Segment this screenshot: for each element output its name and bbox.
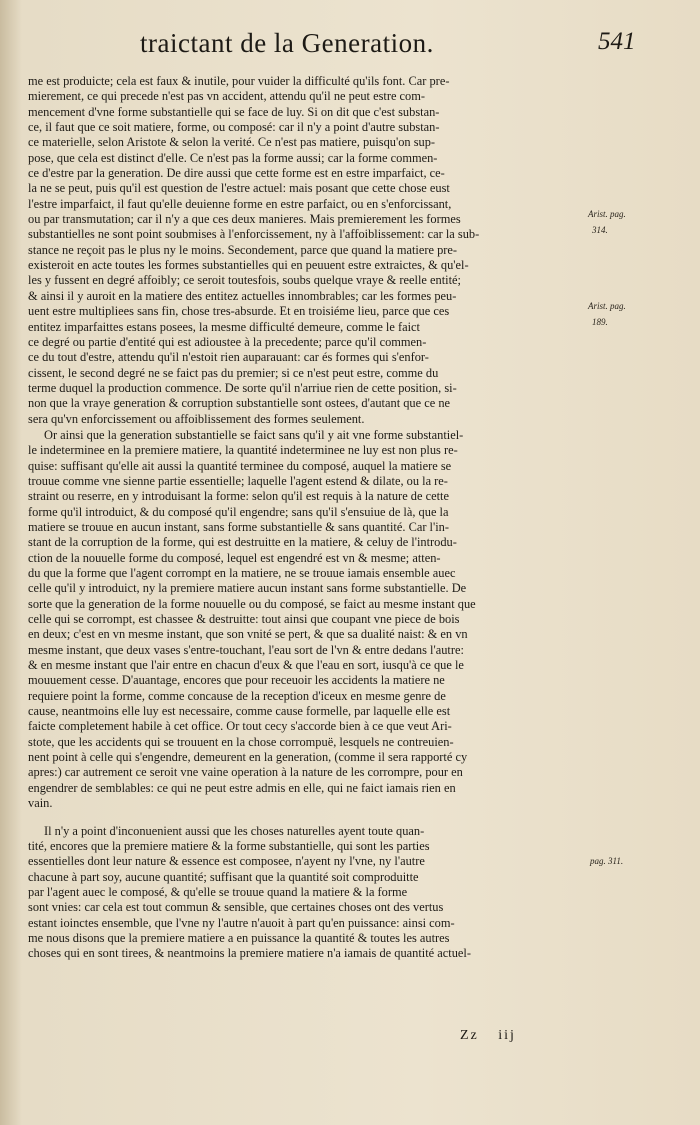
text-line: l'estre imparfaict, il faut qu'elle deuienne forme en estre parfaict, ou en s'enforcissant, <box>28 196 452 211</box>
margin-note-189: 189. <box>592 317 608 327</box>
text-line: choses qui en sont tirees, & neantmoins la premiere matiere n'a iamais de quantité actuel- <box>28 946 471 961</box>
text-line: stant de la corruption de la forme, qui est destruitte en la matiere, & celuy de l'introdu- <box>28 535 457 550</box>
text-line: les y fussent en degré affoibly; ce seroit toutesfois, soubs quelque vraye & reelle entité; <box>28 273 461 288</box>
text-line: nent point à celle qui s'engendre, demeurent en la generation, (comme il sera rapporté cy <box>28 750 468 765</box>
text-line: vain. <box>28 796 53 811</box>
text-line: ce d'estre par la generation. De dire aussi que cette forme est en estre imparfaict, ce- <box>28 166 445 181</box>
text-line: ce, il faut que ce soit matiere, forme, ou composé: car il n'y a point d'autre substan- <box>28 120 440 135</box>
paragraph <box>28 824 574 962</box>
margin-note-arist-1: Arist. pag. <box>588 209 626 219</box>
text-line: non que la vraye generation & corruption substantielle sont ostees, d'autant que ce ne <box>28 396 451 411</box>
signature-number: iij <box>498 1028 516 1043</box>
text-line: terme duquel la production commence. De sorte qu'il n'arriue rien de cette position, si- <box>28 380 457 395</box>
text-line: sont vnies: car cela est tout commun & sensible, que certaines choses ont des vertus <box>28 900 444 915</box>
margin-note-pag-311: pag. 311. <box>590 856 624 866</box>
text-line: matiere se trouue en aucun instant, sans forme substantielle & sans quantité. Car l'in- <box>28 519 449 534</box>
text-line: ce du tout d'estre, attendu qu'il n'estoit rien auparauant: car és formes qui s'enfor- <box>28 350 429 365</box>
text-line: cause, neantmoins elle luy est necessaire, comme cause formelle, par laquelle elle est <box>28 704 451 719</box>
margin-note-arist-2: Arist. pag. <box>588 301 626 311</box>
text-line: me nous disons que la premiere matiere a en puissance la quantité & toutes les autres <box>28 930 450 945</box>
text-line: cissent, le second degré ne se faict pas du premier; si ce n'est peut estre, comme du <box>28 365 439 380</box>
text-line: par l'agent auec le composé, & qu'elle se trouue quand la matiere & la forme <box>28 884 408 899</box>
body-text <box>28 74 574 962</box>
text-line: ction de la nouuelle forme du composé, lequel est engendré est vn & mesme; atten- <box>28 550 441 565</box>
text-line: ou par transmutation; car il n'y a que ces deux manieres. Mais premierement les formes <box>28 212 461 227</box>
text-line: tité, encores que la premiere matiere & la forme substantielle, qui sont les parties <box>28 838 430 853</box>
text-line: estant ioinctes ensemble, que l'vne ny l'autre n'auoit à part qu'en puissance: ainsi com- <box>28 915 455 930</box>
signature-letters: Zz <box>460 1028 479 1043</box>
text-line: Il n'y a point d'inconuenient aussi que les choses naturelles ayent toute quan- <box>44 823 425 838</box>
text-line: apres:) car autrement ce seroit vne vaine operation à la nature de les corrompre, pour en <box>28 765 463 780</box>
paragraph <box>28 74 574 427</box>
text-line: du que la forme que l'agent corrompt en la matiere, ne se trouue iamais ensemble auec <box>28 566 456 580</box>
text-line: mierement, ce qui precede n'est pas vn accident, attendu qu'il ne peut estre com- <box>28 89 426 104</box>
text-line: sorte que la generation de la forme nouuelle ou du composé, se faict au mesme instant que <box>28 596 476 611</box>
text-line: & ainsi il y auroit en la matiere des entitez actuelles innombrables; car les formes peu- <box>28 288 457 303</box>
text-line: en deux; c'est en vn mesme instant, que son vnité se pert, & que sa dualité naist: & en vn <box>28 627 468 642</box>
text-line: existeroit en acte toutes les formes substantielles qui en peuuent estre extraictes, & qu'el- <box>28 258 469 273</box>
text-line: requiere point la forme, comme concause de la reception d'iceux en mesme genre de <box>28 688 446 703</box>
page-number: 541 <box>598 28 636 55</box>
text-line: mencement d'vne forme substantielle qui se face de luy. Si on dit que c'est substan- <box>28 104 440 119</box>
text-line: ce degré ou partie d'entité qui est adioustee à la precedente; parce qu'il commen- <box>28 334 427 349</box>
text-line: faicte completement habile à cet office. Or tout cecy s'accorde bien à ce que veut Ari- <box>28 719 452 734</box>
running-head: traictant de la Generation. <box>140 28 434 58</box>
text-line: forme qu'il introduict, & du composé qu'il engendre; sans qu'il s'ensuiue de là, que la <box>28 504 449 519</box>
text-line: substantielles ne sont point soubmises à l'enforcissement, ny à l'affoiblissement: car la sub- <box>28 227 480 242</box>
text-line: trouue comme vne sienne partie essentielle; laquelle l'agent estend & dilate, ou la re- <box>28 473 448 488</box>
paragraph <box>28 428 574 812</box>
text-line: ce materielle, selon Aristote & selon la verité. Ce n'est pas matiere, puisqu'on sup- <box>28 135 436 150</box>
text-line: mouuement cesse. D'auantage, encores que pour receuoir les accidents la matiere ne <box>28 673 445 688</box>
text-line: mesme instant, que deux vases s'entre-touchant, l'eau sort de l'vn & entre dedans l'autre: <box>28 642 464 657</box>
text-line: quise: suffisant qu'elle ait aussi la quantité terminee du composé, auquel la matiere se <box>28 458 452 473</box>
signature-mark <box>460 1028 530 1044</box>
text-line: pose, que cela est distinct d'elle. Ce n'est pas la forme aussi; car la forme commen- <box>28 150 438 165</box>
text-line: Or ainsi que la generation substantielle se faict sans qu'il y ait vne forme substantiel- <box>44 427 464 442</box>
text-line: stance ne reçoit pas le plus ny le moins. Secondement, parce que quand la matiere pre- <box>28 242 458 257</box>
text-line: me est produicte; cela est faux & inutile, pour vuider la difficulté qu'ils font. Car pre- <box>28 74 450 88</box>
text-line: engendrer de semblables: ce qui ne peut estre admis en elle, qui ne faict iamais rien en <box>28 780 456 795</box>
text-line: entitez imparfaittes estans posees, la mesme difficulté demeure, comme le faict <box>28 319 420 334</box>
text-line: celle qu'il y introduict, ny la premiere matiere aucun instant sans forme substantielle. De <box>28 581 467 596</box>
text-line: le indeterminee en la premiere matiere, la quantité indeterminee ne luy est non plus re- <box>28 443 458 458</box>
text-line: straint ou reserre, en y introduisant la forme: selon qu'il est requis à la nature de cette <box>28 489 449 504</box>
margin-note-314: 314. <box>592 225 608 235</box>
text-line: essentielles dont leur nature & essence est composee, n'ayent ny l'vne, ny l'autre <box>28 854 425 869</box>
text-line: la ne se peut, puis qu'il est question de l'estre actuel: mais posant que cette chose eust <box>28 181 450 196</box>
page-header <box>0 22 700 66</box>
text-line: sera qu'vn enforcissement ou affoiblissement des formes seulement. <box>28 411 365 426</box>
text-line: uent estre multipliees sans fin, chose tres-absurde. Et en troisiéme lieu, parce que ces <box>28 304 450 319</box>
text-line: stote, que les accidents qui se trouuent en la chose corrompuë, lesquels ne contreuien- <box>28 734 454 749</box>
text-line: chacune à part soy, aucune quantité; suffisant que la quantité soit comproduitte <box>28 869 419 884</box>
text-line: & en mesme instant que l'air entre en chacun d'eux & que l'eau en sort, iusqu'à ce que le <box>28 658 464 673</box>
text-line: celle qui se corrompt, est chassee & destruitte: tout ainsi que coupant vne piece de bois <box>28 612 460 627</box>
